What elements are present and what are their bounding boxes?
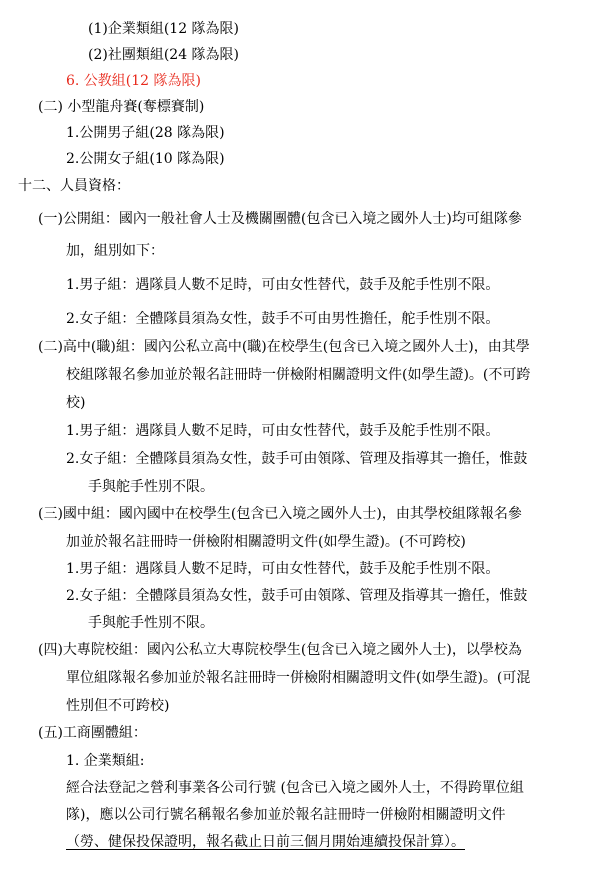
para-open-group-cont: 加，組別如下：: [66, 243, 164, 259]
junior-high-women-rule: 2.女子組：全體隊員須為女性，鼓手可由領隊、管理及指導其一擔任，惟鼓: [66, 588, 528, 604]
item-enterprise-category: 1. 企業類組:: [66, 753, 145, 769]
section-small-dragon-boat: (二) 小型龍舟賽(奪標賽制): [38, 99, 205, 115]
open-women-rule: 2.女子組：全體隊員須為女性，鼓手不可由男性擔任，舵手性別不限。: [66, 311, 500, 327]
section-business-groups: (五)工商團體組：: [38, 725, 147, 741]
item-open-women: 2.公開女子組(10 隊為限): [66, 151, 225, 167]
item-enterprise-group: (1)企業類組(12 隊為限): [88, 21, 240, 37]
item-open-men: 1.公開男子組(28 隊為限): [66, 125, 225, 141]
para-university: (四)大專院校組：國內公私立大專院校學生(包含已入境之國外人士)，以學校為: [38, 642, 522, 658]
para-enterprise-rule-cont: 隊)，應以公司行號名稱報名參加並於報名註冊時一併檢附相關證明文件: [66, 807, 506, 823]
high-school-women-rule: 2.女子組：全體隊員須為女性，鼓手可由領隊、管理及指導其一擔任，惟鼓: [66, 451, 528, 467]
section-heading-eligibility: 十二、人員資格：: [18, 178, 130, 194]
item-club-group: (2)社團類組(24 隊為限): [88, 47, 240, 63]
para-junior-high: (三)國中組：國內國中在校學生(包含已入境之國外人士)，由其學校組隊報名參: [38, 506, 522, 522]
para-open-group: (一)公開組：國內一般社會人士及機關團體(包含已入境之國外人士)均可組隊參: [38, 211, 522, 227]
junior-high-men-rule: 1.男子組：遇隊員人數不足時，可由女性替代，鼓手及舵手性別不限。: [66, 561, 500, 577]
para-high-school-cont2: 校): [66, 395, 86, 411]
para-enterprise-rule-proof: （勞、健保投保證明，報名截止日前三個月開始連續投保計算）。: [66, 834, 465, 850]
para-university-cont1: 單位組隊報名參加並於報名註冊時一併檢附相關證明文件(如學生證)。(可混: [66, 670, 531, 686]
para-junior-high-cont: 加並於報名註冊時一併檢附相關證明文件(如學生證)。(不可跨校): [66, 534, 466, 550]
para-high-school-cont1: 校組隊報名參加並於報名註冊時一併檢附相關證明文件(如學生證)。(不可跨: [66, 367, 531, 383]
para-university-cont2: 性別但不可跨校): [66, 698, 170, 714]
high-school-men-rule: 1.男子組：遇隊員人數不足時，可由女性替代，鼓手及舵手性別不限。: [66, 423, 500, 439]
junior-high-women-rule-cont: 手與舵手性別不限。: [88, 615, 214, 631]
open-men-rule: 1.男子組：遇隊員人數不足時，可由女性替代，鼓手及舵手性別不限。: [66, 277, 500, 293]
para-enterprise-rule: 經合法登記之營利事業各公司行號 (包含已入境之國外人士，不得跨單位組: [66, 780, 524, 796]
item-public-education-group: 6. 公教組(12 隊為限): [66, 73, 201, 89]
high-school-women-rule-cont: 手與舵手性別不限。: [88, 479, 214, 495]
para-high-school: (二)高中(職)組：國內公私立高中(職)在校學生(包含已入境之國外人士)，由其學: [38, 339, 530, 355]
